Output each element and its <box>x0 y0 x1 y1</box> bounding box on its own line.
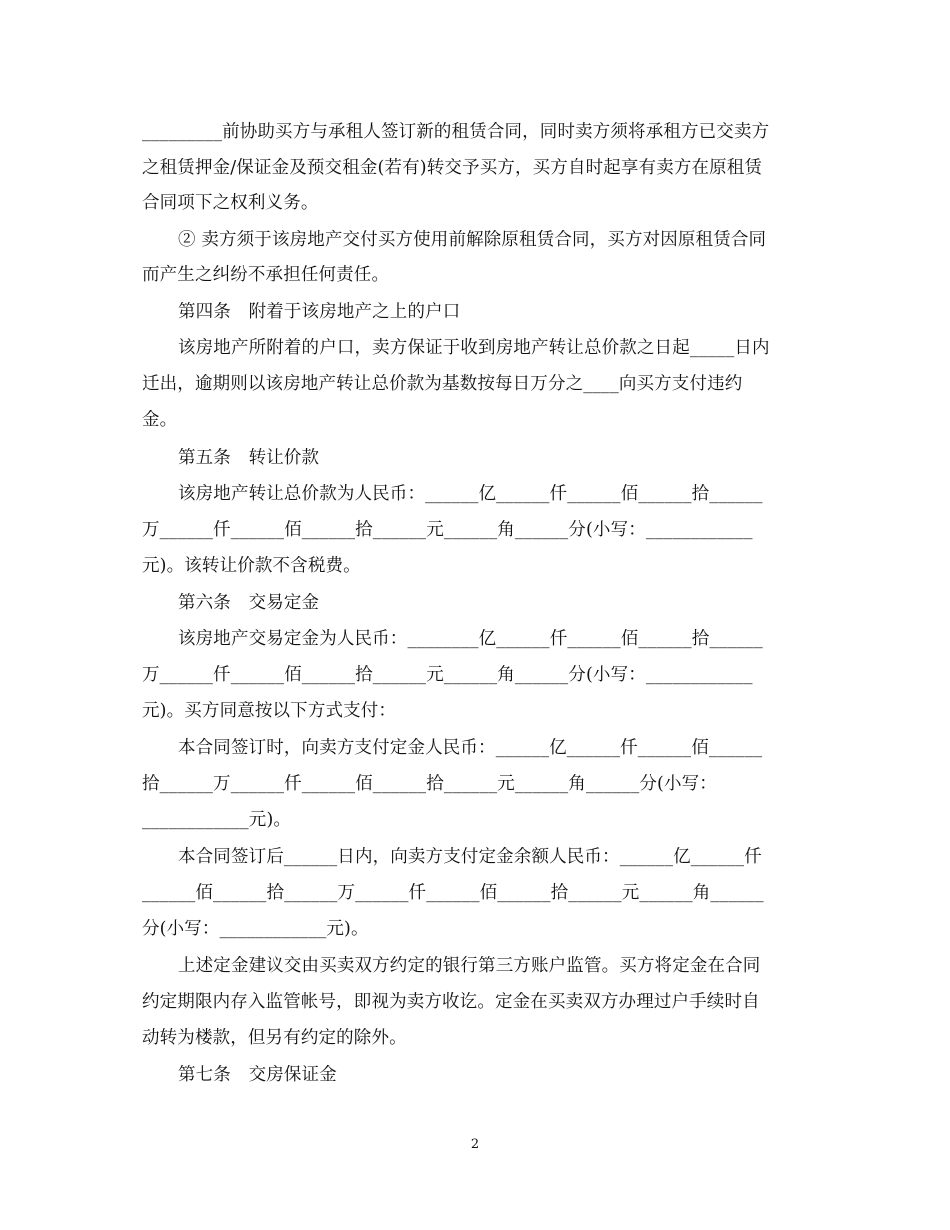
article-heading: 第七条 交房保证金 <box>178 1065 337 1085</box>
text-line: 上述定金建议交由买卖双方约定的银行第三方账户监管。买方将定金在合同 <box>178 956 761 976</box>
text-line: 约定期限内存入监管帐号，即视为卖方收讫。定金在买卖双方办理过户手续时自 <box>142 992 760 1012</box>
text-line: 分(小写：____________元)。 <box>142 919 369 939</box>
text-line: 元)。该转让价款不含税费。 <box>142 556 361 576</box>
text-line: ② 卖方须于该房地产交付买方使用前解除原租赁合同，买方对因原租赁合同 <box>178 230 767 250</box>
article-heading: 第六条 交易定金 <box>178 593 320 613</box>
text-line: 万______仟______佰______拾______元______角______分(小写：____________ <box>142 520 753 540</box>
text-line: 万______仟______佰______拾______元______角______分(小写：____________ <box>142 665 753 685</box>
text-line: 迁出，逾期则以该房地产转让总价款为基数按每日万分之____向买方支付违约 <box>142 374 743 394</box>
text-line: 而产生之纠纷不承担任何责任。 <box>142 265 390 285</box>
text-line: _________前协助买方与承租人签订新的租赁合同，同时卖方须将承租方已交卖方 <box>142 122 770 142</box>
text-line: 本合同签订时，向卖方支付定金人民币：______亿______仟______佰______ <box>178 738 763 758</box>
text-line: 该房地产所附着的户口，卖方保证于收到房地产转让总价款之日起_____日内 <box>178 338 770 358</box>
article-heading: 第四条 附着于该房地产之上的户口 <box>178 302 461 322</box>
text-line: 该房地产转让总价款为人民币：______亿______仟______佰______拾______ <box>178 484 763 504</box>
text-line: 元)。买方同意按以下方式支付： <box>142 701 397 721</box>
text-line: 本合同签订后______日内，向卖方支付定金余额人民币：______亿______仟 <box>178 847 762 867</box>
text-line: 合同项下之权利义务。 <box>142 193 319 213</box>
page-number: 2 <box>470 1137 480 1152</box>
text-line: 拾______万______仟______佰______拾______元______角______分(小写： <box>142 774 717 794</box>
text-line: 金。 <box>142 410 178 430</box>
text-line: 该房地产交易定金为人民币：________亿______仟______佰______拾______ <box>178 629 763 649</box>
text-line: 之租赁押金/保证金及预交租金(若有)转交予买方，买方自时起享有卖方在原租赁 <box>142 158 763 178</box>
text-line: 动转为楼款，但另有约定的除外。 <box>142 1028 407 1048</box>
article-heading: 第五条 转让价款 <box>178 448 320 468</box>
text-line: ______佰______拾______万______仟______佰______拾______元______角______ <box>142 883 764 903</box>
text-line: ____________元)。 <box>142 810 292 830</box>
